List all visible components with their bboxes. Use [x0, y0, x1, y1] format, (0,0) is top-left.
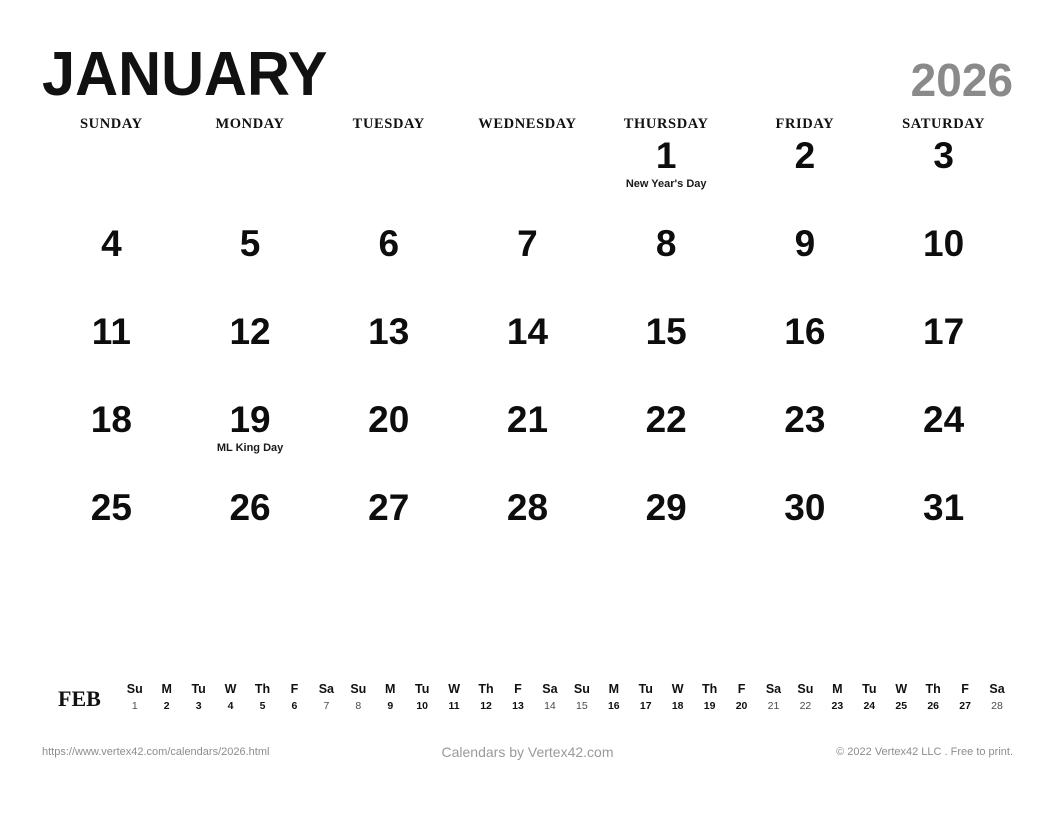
day-number: 16 [784, 311, 826, 352]
mini-day-number: 11 [448, 700, 460, 712]
day-number: 18 [90, 399, 132, 440]
mini-weekday: W [224, 682, 237, 696]
day-number: 27 [368, 487, 410, 528]
day-cell[interactable] [42, 135, 181, 223]
day-note: New Year's Day [625, 178, 707, 190]
mini-day-column[interactable] [438, 682, 470, 713]
mini-day-column[interactable] [374, 682, 406, 713]
mini-weekday: M [161, 682, 172, 696]
mini-day-number: 24 [863, 700, 876, 712]
mini-day-column[interactable] [119, 682, 151, 713]
day-number: 13 [368, 311, 410, 352]
day-cell[interactable] [874, 487, 1013, 575]
page-footer [42, 744, 1013, 760]
mini-day-number: 8 [355, 700, 362, 712]
mini-day-number: 22 [799, 700, 812, 712]
calendar-week-row [42, 135, 1013, 223]
footer-source-link[interactable]: https://www.vertex42.com/calendars/2026.html [42, 746, 270, 758]
weekday-wednesday: WEDNESDAY [478, 116, 577, 132]
calendar-header [42, 0, 1013, 109]
mini-day-column[interactable] [406, 682, 438, 713]
mini-day-number: 26 [927, 700, 939, 712]
calendar-week-row [42, 311, 1013, 399]
mini-weekday: Th [701, 682, 718, 696]
mini-month-label: FEB [58, 686, 101, 711]
mini-weekday: W [671, 682, 684, 696]
day-number: 23 [784, 399, 826, 440]
day-cell[interactable] [874, 223, 1013, 311]
mini-day-column[interactable] [821, 682, 853, 713]
mini-day-column[interactable] [758, 682, 790, 713]
mini-day-column[interactable] [789, 682, 821, 713]
mini-day-column[interactable] [534, 682, 566, 713]
month-title: JANUARY [42, 40, 328, 109]
day-number: 28 [506, 487, 549, 528]
day-cell[interactable] [458, 399, 597, 487]
day-cell[interactable] [874, 311, 1013, 399]
mini-day-column[interactable] [885, 682, 917, 713]
mini-day-column[interactable] [598, 682, 630, 713]
day-cell[interactable] [458, 311, 597, 399]
day-number: 14 [506, 311, 549, 352]
day-number: 12 [229, 311, 271, 352]
day-cell[interactable] [42, 399, 181, 487]
mini-weekday: W [448, 682, 461, 696]
day-number: 17 [923, 311, 965, 352]
day-cell[interactable] [181, 135, 320, 223]
mini-weekday: W [895, 682, 908, 696]
day-cell[interactable] [458, 135, 597, 223]
day-number: 25 [90, 487, 132, 528]
day-number: 29 [645, 487, 687, 528]
day-cell[interactable] [42, 223, 181, 311]
mini-weekday: Tu [638, 682, 653, 696]
weekday-friday: FRIDAY [775, 116, 835, 132]
mini-day-number: 15 [576, 700, 588, 712]
mini-weekday: Sa [542, 682, 558, 696]
mini-day-number: 16 [607, 700, 620, 712]
day-cell[interactable] [736, 487, 875, 575]
mini-weekday: Th [478, 682, 494, 696]
footer-brand[interactable]: Calendars by Vertex42.com [441, 744, 614, 760]
footer-copyright: © 2022 Vertex42 LLC . Free to print. [836, 746, 1014, 758]
day-cell[interactable] [319, 223, 458, 311]
day-cell[interactable] [597, 311, 736, 399]
calendar-grid [42, 106, 1013, 575]
mini-day-number: 7 [323, 700, 330, 712]
day-cell[interactable] [597, 223, 736, 311]
day-cell[interactable] [319, 487, 458, 575]
mini-weekday: Tu [415, 682, 430, 696]
weekday-sunday: SUNDAY [80, 116, 143, 132]
day-cell[interactable] [42, 487, 181, 575]
day-cell[interactable] [458, 223, 597, 311]
mini-day-number: 14 [544, 700, 556, 712]
mini-day-column[interactable] [342, 682, 374, 713]
day-number: 15 [645, 311, 687, 352]
day-cell[interactable] [597, 135, 736, 223]
mini-weekday: Sa [318, 682, 335, 696]
mini-weekday: Th [254, 682, 271, 696]
mini-month-strip [42, 682, 1013, 713]
mini-day-number: 9 [387, 700, 394, 712]
day-cell[interactable] [319, 135, 458, 223]
mini-day-number: 10 [416, 700, 429, 712]
mini-weekday: F [961, 682, 969, 696]
mini-day-column[interactable] [981, 682, 1013, 713]
calendar-week-row [42, 223, 1013, 311]
day-cell[interactable] [319, 311, 458, 399]
day-number: 5 [239, 223, 261, 264]
weekday-tuesday: TUESDAY [352, 116, 425, 132]
day-cell[interactable] [736, 311, 875, 399]
mini-day-number: 6 [291, 700, 298, 712]
day-cell[interactable] [181, 311, 320, 399]
mini-day-number: 20 [735, 700, 748, 712]
day-number: 31 [923, 487, 965, 528]
mini-month-grid [119, 682, 1013, 713]
mini-day-column[interactable] [726, 682, 758, 713]
weekday-saturday: SATURDAY [902, 116, 986, 132]
mini-day-number: 18 [671, 700, 684, 712]
mini-day-column[interactable] [630, 682, 662, 713]
mini-day-number: 12 [480, 700, 492, 712]
calendar-week-row [42, 487, 1013, 575]
mini-day-number: 2 [163, 700, 170, 712]
day-number: 24 [923, 399, 965, 440]
year-title: 2026 [910, 54, 1013, 106]
day-note: ML King Day [216, 442, 284, 454]
weekday-header-row [42, 106, 1013, 135]
mini-day-column[interactable] [215, 682, 247, 713]
day-number: 4 [101, 223, 122, 264]
mini-weekday: Sa [989, 682, 1005, 696]
day-number: 10 [923, 223, 965, 264]
day-number: 6 [378, 223, 400, 264]
day-cell[interactable] [42, 311, 181, 399]
mini-day-column[interactable] [470, 682, 502, 713]
mini-day-number: 3 [195, 700, 202, 712]
mini-day-column[interactable] [917, 682, 949, 713]
day-number: 22 [645, 399, 687, 440]
mini-day-number: 27 [959, 700, 971, 712]
mini-day-column[interactable] [662, 682, 694, 713]
day-cell[interactable] [458, 487, 597, 575]
day-cell[interactable] [736, 399, 875, 487]
mini-day-number: 25 [895, 700, 908, 712]
day-cell[interactable] [181, 399, 320, 487]
mini-day-column[interactable] [853, 682, 885, 713]
mini-day-number: 13 [512, 700, 524, 712]
day-number: 9 [794, 223, 816, 264]
mini-weekday: Th [925, 682, 941, 696]
day-cell[interactable] [181, 487, 320, 575]
mini-weekday: M [608, 682, 619, 696]
mini-day-column[interactable] [247, 682, 279, 713]
mini-weekday: F [737, 682, 746, 696]
mini-day-column[interactable] [151, 682, 183, 713]
day-number: 11 [91, 311, 131, 352]
day-number: 3 [933, 135, 954, 176]
mini-weekday: M [385, 682, 396, 696]
mini-day-number: 28 [991, 700, 1003, 712]
day-number: 2 [794, 135, 816, 176]
day-number: 20 [368, 399, 410, 440]
day-cell[interactable] [597, 399, 736, 487]
mini-day-number: 5 [259, 700, 266, 712]
day-cell[interactable] [874, 135, 1013, 223]
day-cell[interactable] [874, 399, 1013, 487]
day-number: 26 [229, 487, 271, 528]
mini-weekday: Su [573, 682, 590, 696]
calendar-week-row [42, 399, 1013, 487]
mini-weekday: Tu [862, 682, 877, 696]
mini-weekday: M [832, 682, 843, 696]
mini-day-number: 17 [639, 700, 652, 712]
mini-weekday: F [290, 682, 299, 696]
mini-day-column[interactable] [566, 682, 598, 713]
day-cell[interactable] [319, 399, 458, 487]
mini-day-column[interactable] [694, 682, 726, 713]
mini-day-column[interactable] [278, 682, 310, 713]
mini-weekday: Su [797, 682, 814, 696]
weekday-thursday: THURSDAY [623, 116, 709, 132]
mini-day-column[interactable] [949, 682, 981, 713]
day-cell[interactable] [181, 223, 320, 311]
day-number: 30 [784, 487, 826, 528]
day-cell[interactable] [736, 223, 875, 311]
mini-day-number: 21 [767, 700, 780, 712]
mini-weekday: F [514, 682, 522, 696]
mini-day-number: 19 [703, 700, 716, 712]
mini-weekday: Su [350, 682, 367, 696]
mini-day-column[interactable] [502, 682, 534, 713]
day-number: 1 [655, 135, 677, 176]
mini-weekday: Tu [191, 682, 206, 696]
day-number: 19 [229, 399, 271, 440]
mini-weekday: Su [126, 682, 143, 696]
day-number: 7 [517, 223, 538, 264]
mini-day-number: 1 [131, 700, 138, 712]
weekday-monday: MONDAY [215, 116, 285, 132]
day-number: 21 [506, 399, 549, 440]
day-number: 8 [655, 223, 677, 264]
day-cell[interactable] [597, 487, 736, 575]
mini-day-number: 4 [227, 700, 234, 712]
mini-day-column[interactable] [183, 682, 215, 713]
day-cell[interactable] [736, 135, 875, 223]
mini-weekday: Sa [765, 682, 782, 696]
mini-day-column[interactable] [310, 682, 342, 713]
mini-day-number: 23 [831, 700, 844, 712]
